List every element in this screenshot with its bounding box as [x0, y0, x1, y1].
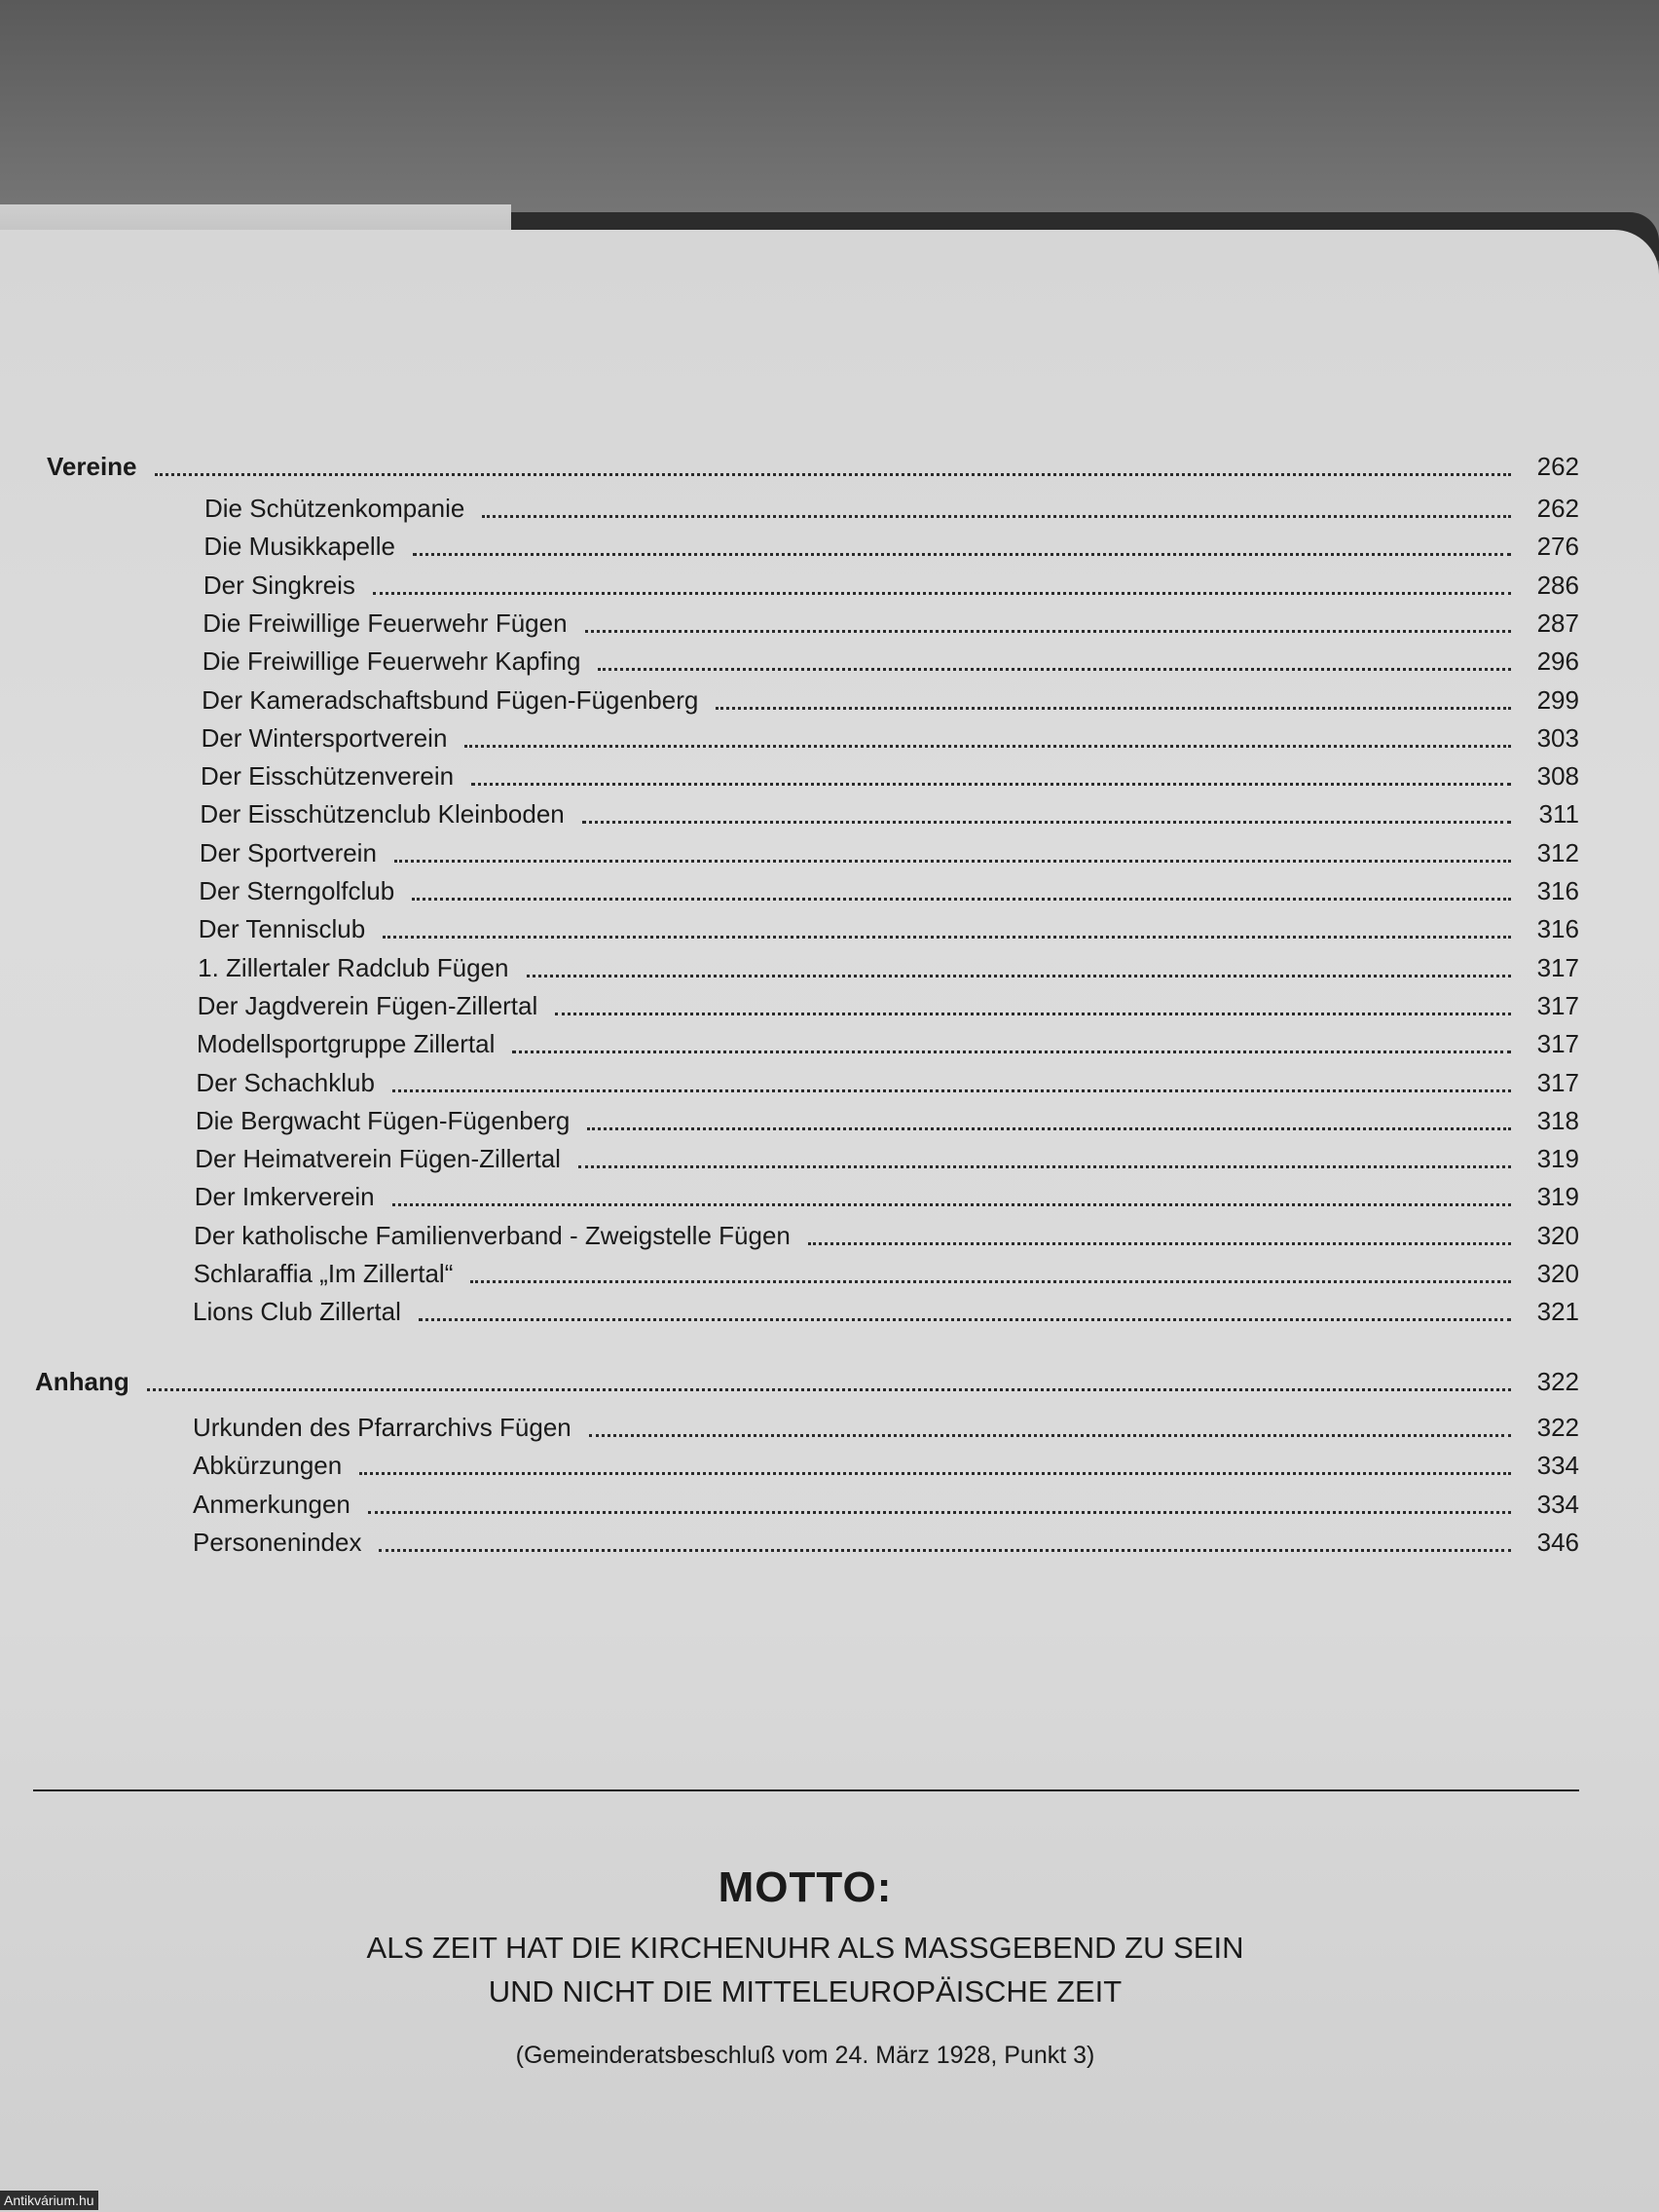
toc-section-anhang [35, 1366, 1579, 1397]
toc-entry [193, 1489, 1579, 1520]
toc-entry [194, 1258, 1579, 1289]
toc-page-number: 318 [1536, 1105, 1579, 1135]
toc-page-number: 346 [1536, 1527, 1579, 1557]
toc-section-title: Anhang [35, 1367, 129, 1396]
toc-entry [194, 1220, 1579, 1251]
toc-entry [200, 837, 1579, 868]
toc-entry-label: Modellsportgruppe Zillertal [197, 1029, 496, 1059]
dot-leader [587, 1127, 1511, 1130]
toc-page-number: 287 [1536, 608, 1579, 638]
motto-line-1: ALS ZEIT HAT DIE KIRCHENUHR ALS MASSGEBEND ZU SEIN [366, 1931, 1244, 1965]
toc-entry-label: Personenindex [193, 1527, 362, 1557]
toc-entry [200, 798, 1579, 830]
toc-entry-label: Die Bergwacht Fügen-Fügenberg [195, 1105, 571, 1135]
toc-entry-label: Der Tennisclub [198, 914, 366, 944]
toc-page-number: 276 [1536, 532, 1579, 562]
toc-entry-label: Der Singkreis [203, 570, 355, 600]
toc-page-number: 296 [1536, 646, 1579, 677]
dot-leader [527, 975, 1511, 977]
toc-page-number: 317 [1536, 1067, 1579, 1097]
toc-page-number: 317 [1536, 990, 1579, 1020]
toc-entry-label: Der katholische Familienverband - Zweigstelle Fügen [194, 1220, 791, 1250]
toc-page-number: 322 [1536, 1413, 1579, 1442]
dot-leader [379, 1549, 1511, 1552]
motto-source: (Gemeinderatsbeschluß vom 24. März 1928, Punkt 3) [515, 2042, 1095, 2069]
toc-page-number: 316 [1536, 876, 1579, 905]
toc-entry-label: Der Eisschützenclub Kleinboden [200, 799, 565, 830]
dot-leader [582, 821, 1511, 824]
toc-entry-label: 1. Zillertaler Radclub Fügen [198, 952, 509, 982]
toc-entry-label: Der Sportverein [199, 837, 377, 867]
dot-leader [383, 936, 1511, 939]
dot-leader [808, 1242, 1511, 1245]
toc-entry-label: Schlaraffia „Im Zillertal“ [193, 1259, 454, 1288]
toc-entry [196, 1105, 1579, 1136]
toc-entry-label: Der Jagdverein Fügen-Zillertal [197, 990, 538, 1020]
toc-entry-label: Abkürzungen [193, 1451, 343, 1481]
dot-leader [394, 860, 1511, 863]
book-page [0, 230, 1659, 2212]
toc-entry-label: Der Kameradschaftsbund Fügen-Fügenberg [202, 684, 699, 715]
toc-page-number: 299 [1536, 684, 1579, 715]
dot-leader [716, 707, 1511, 710]
toc-page-number: 316 [1536, 914, 1579, 944]
toc-page-number: 319 [1536, 1144, 1579, 1174]
toc-entry [196, 1067, 1579, 1098]
toc-entry [204, 493, 1579, 524]
toc-page-number: 317 [1536, 952, 1579, 982]
toc-entry-label: Urkunden des Pfarrarchivs Fügen [193, 1413, 571, 1442]
toc-entry [197, 1028, 1579, 1059]
toc-entry [195, 1143, 1579, 1174]
toc-page-number: 319 [1536, 1182, 1579, 1212]
toc-page-number: 334 [1536, 1489, 1579, 1519]
toc-entry [195, 1181, 1579, 1212]
dot-leader [585, 630, 1511, 633]
dot-leader [589, 1434, 1511, 1437]
toc-page-number: 321 [1536, 1297, 1579, 1327]
toc-entry [193, 1412, 1579, 1443]
dot-leader [470, 1280, 1511, 1283]
toc-entry [199, 875, 1579, 906]
dot-leader [359, 1472, 1511, 1475]
toc-entry-label: Der Sterngolfclub [199, 876, 395, 905]
toc-entry [203, 570, 1579, 601]
toc-page-number: 334 [1536, 1451, 1579, 1481]
toc-entry-label: Lions Club Zillertal [193, 1297, 401, 1327]
toc-entry [202, 722, 1579, 754]
toc-entry-label: Die Musikkapelle [203, 532, 395, 562]
toc-entry-label: Der Heimatverein Fügen-Zillertal [195, 1144, 561, 1174]
dot-leader [419, 1318, 1511, 1321]
toc-page-number: 320 [1536, 1259, 1579, 1288]
toc-page-number: 317 [1536, 1029, 1579, 1059]
dot-leader [578, 1165, 1511, 1168]
toc-entry [193, 1296, 1579, 1327]
toc-entry [203, 645, 1579, 677]
motto-title: MOTTO: [718, 1863, 893, 1911]
toc-section-title: Vereine [47, 452, 137, 481]
toc-entry-label: Die Freiwillige Feuerwehr Kapfing [202, 646, 581, 677]
toc-entry [201, 760, 1579, 792]
dot-leader [413, 553, 1511, 556]
toc-page-number: 311 [1538, 799, 1579, 830]
toc-entry [198, 952, 1579, 983]
dot-leader [598, 668, 1511, 671]
toc-page-number: 308 [1536, 761, 1579, 792]
toc-entry-label: Der Imkerverein [194, 1182, 375, 1212]
toc-page-number: 322 [1536, 1367, 1579, 1396]
motto-line-2: UND NICHT DIE MITTELEUROPÄISCHE ZEIT [488, 1974, 1123, 2009]
watermark: Antikvárium.hu [0, 2191, 98, 2210]
toc-entry [202, 684, 1579, 716]
toc-section-vereine [47, 451, 1579, 482]
toc-page-number: 303 [1536, 722, 1579, 753]
dot-leader [373, 592, 1511, 595]
toc-page-number: 286 [1536, 570, 1579, 600]
dot-leader [512, 1051, 1511, 1053]
dot-leader [392, 1203, 1511, 1206]
dot-leader [412, 898, 1511, 901]
toc-entry [198, 990, 1579, 1021]
dot-leader [471, 783, 1511, 786]
toc-entry-label: Der Eisschützenverein [201, 761, 455, 792]
toc-page-number: 262 [1536, 494, 1579, 523]
dot-leader [155, 473, 1511, 476]
toc-entry-label: Der Schachklub [196, 1067, 375, 1097]
toc-page-number: 312 [1536, 837, 1579, 867]
dot-leader [482, 515, 1511, 518]
divider-line [33, 1789, 1579, 1791]
toc-entry-label: Die Schützenkompanie [204, 494, 465, 523]
toc-entry [193, 1450, 1579, 1481]
toc-entry-label: Die Freiwillige Feuerwehr Fügen [203, 608, 568, 638]
dot-leader [464, 745, 1511, 748]
toc-entry [193, 1527, 1579, 1558]
toc-entry [199, 913, 1579, 944]
dot-leader [368, 1511, 1511, 1514]
toc-entry-label: Anmerkungen [193, 1489, 350, 1519]
toc-page-number: 320 [1536, 1220, 1579, 1250]
toc-entry [203, 608, 1579, 639]
dot-leader [555, 1013, 1511, 1015]
dot-leader [147, 1388, 1511, 1391]
toc-entry-label: Der Wintersportverein [201, 722, 448, 753]
toc-entry [203, 531, 1579, 562]
toc-page-number: 262 [1536, 452, 1579, 481]
dot-leader [392, 1089, 1511, 1092]
